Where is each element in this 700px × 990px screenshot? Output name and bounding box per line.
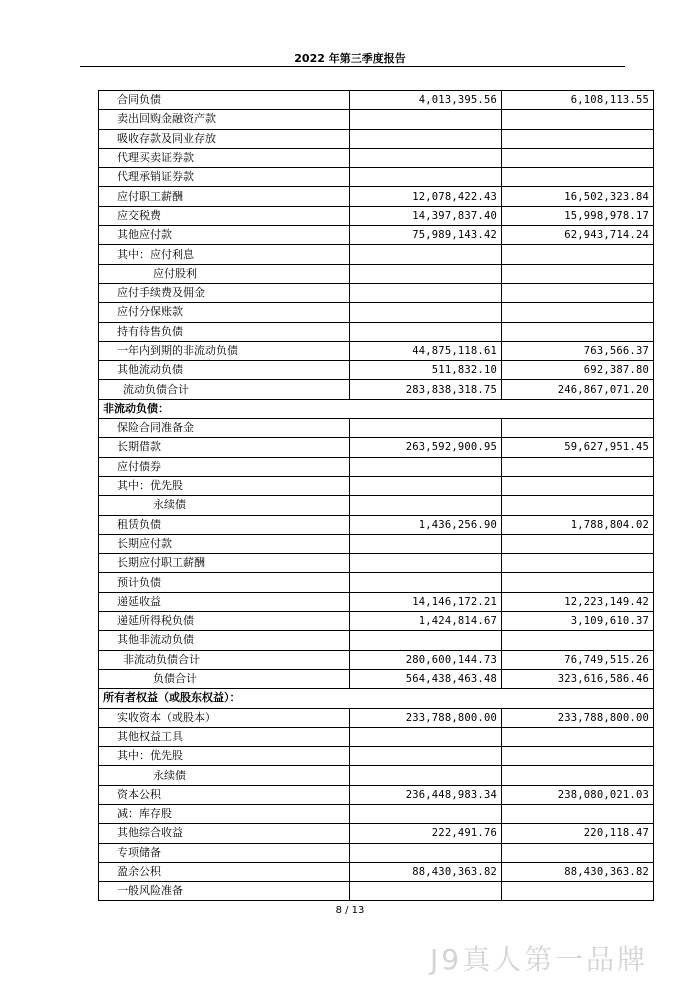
row-label: 其他权益工具 — [99, 727, 350, 746]
table-row — [99, 843, 654, 862]
prior-period-value: 692,387.80 — [502, 361, 654, 380]
table-row — [99, 554, 654, 573]
current-period-value: 236,448,983.34 — [350, 785, 502, 804]
table-row — [99, 206, 654, 225]
row-label: 永续债 — [99, 496, 350, 515]
prior-period-value: 246,867,071.20 — [502, 380, 654, 399]
table-row — [99, 264, 654, 283]
table-row — [99, 438, 654, 457]
row-label: 应付手续费及佣金 — [99, 283, 350, 302]
table-row — [99, 129, 654, 148]
prior-period-value — [502, 168, 654, 187]
table-row — [99, 91, 654, 110]
table-row — [99, 341, 654, 360]
row-label: 其中：优先股 — [99, 747, 350, 766]
current-period-value — [350, 168, 502, 187]
current-period-value: 88,430,363.82 — [350, 862, 502, 881]
row-label: 代理承销证券款 — [99, 168, 350, 187]
row-label: 持有待售负债 — [99, 322, 350, 341]
current-period-value — [350, 843, 502, 862]
table-row — [99, 419, 654, 438]
header-divider — [80, 66, 625, 67]
table-row — [99, 476, 654, 495]
row-label: 代理买卖证券款 — [99, 148, 350, 167]
current-period-value — [350, 496, 502, 515]
balance-sheet-body — [99, 91, 654, 901]
prior-period-value: 62,943,714.24 — [502, 226, 654, 245]
table-row — [99, 168, 654, 187]
prior-period-value — [502, 882, 654, 901]
current-period-value: 222,491.76 — [350, 824, 502, 843]
prior-period-value — [502, 129, 654, 148]
prior-period-value: 76,749,515.26 — [502, 650, 654, 669]
prior-period-value: 12,223,149.42 — [502, 592, 654, 611]
current-period-value — [350, 727, 502, 746]
prior-period-value — [502, 283, 654, 302]
table-row — [99, 496, 654, 515]
table-row — [99, 804, 654, 823]
prior-period-value: 59,627,951.45 — [502, 438, 654, 457]
current-period-value — [350, 631, 502, 650]
prior-period-value: 88,430,363.82 — [502, 862, 654, 881]
table-row — [99, 380, 654, 399]
prior-period-value: 323,616,586.46 — [502, 669, 654, 688]
row-label: 长期借款 — [99, 438, 350, 457]
row-label: 预计负债 — [99, 573, 350, 592]
row-label: 盈余公积 — [99, 862, 350, 881]
prior-period-value — [502, 727, 654, 746]
current-period-value: 233,788,800.00 — [350, 708, 502, 727]
table-row — [99, 862, 654, 881]
prior-period-value — [502, 554, 654, 573]
prior-period-value — [502, 419, 654, 438]
row-label: 负债合计 — [99, 669, 350, 688]
prior-period-value — [502, 110, 654, 129]
balance-sheet-table — [98, 90, 654, 901]
table-row — [99, 747, 654, 766]
table-row — [99, 592, 654, 611]
prior-period-value — [502, 264, 654, 283]
current-period-value — [350, 457, 502, 476]
current-period-value: 14,397,837.40 — [350, 206, 502, 225]
current-period-value — [350, 245, 502, 264]
row-label: 长期应付职工薪酬 — [99, 554, 350, 573]
prior-period-value — [502, 476, 654, 495]
table-row — [99, 669, 654, 688]
table-row — [99, 303, 654, 322]
current-period-value — [350, 148, 502, 167]
current-period-value: 283,838,318.75 — [350, 380, 502, 399]
table-row — [99, 322, 654, 341]
section-label: 非流动负债： — [99, 399, 654, 418]
prior-period-value — [502, 631, 654, 650]
row-label: 应付分保账款 — [99, 303, 350, 322]
section-label: 所有者权益（或股东权益）： — [99, 689, 654, 708]
row-label: 保险合同准备金 — [99, 419, 350, 438]
row-label: 长期应付款 — [99, 534, 350, 553]
prior-period-value — [502, 534, 654, 553]
prior-period-value — [502, 457, 654, 476]
row-label: 递延收益 — [99, 592, 350, 611]
current-period-value: 1,436,256.90 — [350, 515, 502, 534]
prior-period-value — [502, 496, 654, 515]
current-period-value: 4,013,395.56 — [350, 91, 502, 110]
table-row — [99, 245, 654, 264]
row-label: 一年内到期的非流动负债 — [99, 341, 350, 360]
current-period-value — [350, 419, 502, 438]
table-row — [99, 631, 654, 650]
page-number: 8 / 13 — [335, 905, 365, 916]
prior-period-value: 6,108,113.55 — [502, 91, 654, 110]
row-label: 其他非流动负债 — [99, 631, 350, 650]
table-row — [99, 573, 654, 592]
table-row — [99, 785, 654, 804]
current-period-value: 14,146,172.21 — [350, 592, 502, 611]
current-period-value: 1,424,814.67 — [350, 612, 502, 631]
row-label: 永续债 — [99, 766, 350, 785]
current-period-value — [350, 573, 502, 592]
prior-period-value — [502, 747, 654, 766]
current-period-value: 280,600,144.73 — [350, 650, 502, 669]
current-period-value — [350, 747, 502, 766]
section-header-row — [99, 399, 654, 418]
row-label: 其中：优先股 — [99, 476, 350, 495]
table-row — [99, 515, 654, 534]
row-label: 流动负债合计 — [99, 380, 350, 399]
current-period-value — [350, 534, 502, 553]
row-label: 合同负债 — [99, 91, 350, 110]
current-period-value — [350, 554, 502, 573]
current-period-value — [350, 476, 502, 495]
table-row — [99, 882, 654, 901]
current-period-value: 75,989,143.42 — [350, 226, 502, 245]
prior-period-value — [502, 573, 654, 592]
row-label: 应付股利 — [99, 264, 350, 283]
current-period-value — [350, 129, 502, 148]
current-period-value — [350, 303, 502, 322]
table-row — [99, 361, 654, 380]
prior-period-value: 238,080,021.03 — [502, 785, 654, 804]
current-period-value — [350, 322, 502, 341]
report-title: 2022 年第三季度报告 — [294, 52, 406, 65]
prior-period-value — [502, 322, 654, 341]
current-period-value — [350, 882, 502, 901]
current-period-value — [350, 283, 502, 302]
row-label: 专项储备 — [99, 843, 350, 862]
prior-period-value — [502, 303, 654, 322]
row-label: 应交税费 — [99, 206, 350, 225]
row-label: 非流动负债合计 — [99, 650, 350, 669]
table-row — [99, 457, 654, 476]
prior-period-value: 1,788,804.02 — [502, 515, 654, 534]
current-period-value — [350, 110, 502, 129]
current-period-value: 12,078,422.43 — [350, 187, 502, 206]
current-period-value — [350, 804, 502, 823]
row-label: 资本公积 — [99, 785, 350, 804]
table-row — [99, 766, 654, 785]
prior-period-value — [502, 843, 654, 862]
current-period-value: 564,438,463.48 — [350, 669, 502, 688]
prior-period-value: 220,118.47 — [502, 824, 654, 843]
current-period-value: 44,875,118.61 — [350, 341, 502, 360]
current-period-value: 511,832.10 — [350, 361, 502, 380]
table-row — [99, 708, 654, 727]
table-row — [99, 534, 654, 553]
table-row — [99, 283, 654, 302]
current-period-value — [350, 264, 502, 283]
prior-period-value — [502, 148, 654, 167]
row-label: 应付职工薪酬 — [99, 187, 350, 206]
table-row — [99, 612, 654, 631]
table-row — [99, 148, 654, 167]
prior-period-value: 15,998,978.17 — [502, 206, 654, 225]
current-period-value: 263,592,900.95 — [350, 438, 502, 457]
prior-period-value: 763,566.37 — [502, 341, 654, 360]
row-label: 应付债券 — [99, 457, 350, 476]
row-label: 其他综合收益 — [99, 824, 350, 843]
prior-period-value — [502, 766, 654, 785]
row-label: 其中：应付利息 — [99, 245, 350, 264]
prior-period-value — [502, 804, 654, 823]
table-row — [99, 226, 654, 245]
prior-period-value: 3,109,610.37 — [502, 612, 654, 631]
row-label: 卖出回购金融资产款 — [99, 110, 350, 129]
row-label: 其他流动负债 — [99, 361, 350, 380]
row-label: 一般风险准备 — [99, 882, 350, 901]
table-row — [99, 824, 654, 843]
row-label: 其他应付款 — [99, 226, 350, 245]
prior-period-value — [502, 245, 654, 264]
row-label: 递延所得税负债 — [99, 612, 350, 631]
prior-period-value: 233,788,800.00 — [502, 708, 654, 727]
row-label: 实收资本（或股本） — [99, 708, 350, 727]
table-row — [99, 187, 654, 206]
row-label: 吸收存款及同业存放 — [99, 129, 350, 148]
current-period-value — [350, 766, 502, 785]
prior-period-value: 16,502,323.84 — [502, 187, 654, 206]
table-row — [99, 110, 654, 129]
table-row — [99, 727, 654, 746]
watermark-text: J9真人第一品牌 — [430, 943, 649, 976]
section-header-row — [99, 689, 654, 708]
row-label: 减：库存股 — [99, 804, 350, 823]
row-label: 租赁负债 — [99, 515, 350, 534]
table-row — [99, 650, 654, 669]
